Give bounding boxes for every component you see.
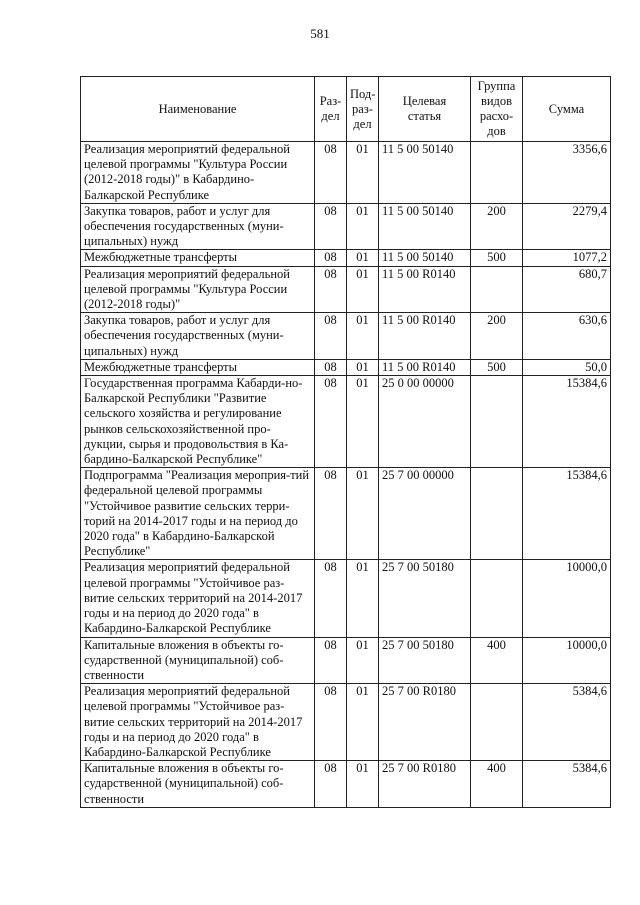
row-podrazdel: 01 [347,313,379,360]
table-row [81,359,611,375]
row-summa: 10000,0 [523,560,611,637]
table-header-row [81,77,611,142]
row-summa: 630,6 [523,313,611,360]
row-summa: 5384,6 [523,684,611,761]
row-summa: 15384,6 [523,376,611,468]
table-row [81,376,611,468]
row-summa: 1077,2 [523,250,611,266]
row-name: Реализация мероприятий федеральной целевой программы "Культура России (2012-2018 годы)" в Кабардино-Балкарской Республике [81,142,315,204]
header-summa: Сумма [523,77,611,142]
table-row [81,266,611,313]
row-razdel: 08 [315,142,347,204]
row-gruppa: 200 [471,313,523,360]
row-podrazdel: 01 [347,250,379,266]
row-celevaya-statya: 25 0 00 00000 [379,376,471,468]
row-gruppa [471,142,523,204]
row-name: Реализация мероприятий федеральной целевой программы "Культура России (2012-2018 годы)" [81,266,315,313]
header-podrazdel: Под- раз- дел [347,77,379,142]
table-row [81,761,611,808]
header-gruppa-vidov-rashodov: Группа видов расхо- дов [471,77,523,142]
budget-table [80,76,611,808]
row-name: Межбюджетные трансферты [81,359,315,375]
row-celevaya-statya: 25 7 00 50180 [379,637,471,684]
row-gruppa: 200 [471,203,523,250]
row-razdel: 08 [315,359,347,375]
table-row [81,468,611,560]
row-celevaya-statya: 25 7 00 50180 [379,560,471,637]
table-row [81,142,611,204]
row-podrazdel: 01 [347,376,379,468]
row-name: Капитальные вложения в объекты го-сударственной (муниципальной) соб-ственности [81,761,315,808]
table-row [81,203,611,250]
row-celevaya-statya: 11 5 00 50140 [379,142,471,204]
row-razdel: 08 [315,203,347,250]
row-summa: 10000,0 [523,637,611,684]
row-podrazdel: 01 [347,142,379,204]
row-summa: 50,0 [523,359,611,375]
row-razdel: 08 [315,637,347,684]
row-celevaya-statya: 25 7 00 00000 [379,468,471,560]
row-razdel: 08 [315,468,347,560]
row-podrazdel: 01 [347,203,379,250]
row-gruppa: 500 [471,250,523,266]
row-summa: 15384,6 [523,468,611,560]
row-gruppa [471,468,523,560]
row-name: Капитальные вложения в объекты го-сударственной (муниципальной) соб-ственности [81,637,315,684]
row-gruppa [471,376,523,468]
row-celevaya-statya: 25 7 00 R0180 [379,761,471,808]
header-razdel: Раз- дел [315,77,347,142]
row-celevaya-statya: 25 7 00 R0180 [379,684,471,761]
table-row [81,313,611,360]
row-razdel: 08 [315,761,347,808]
row-celevaya-statya: 11 5 00 R0140 [379,359,471,375]
row-name: Закупка товаров, работ и услуг для обеспечения государственных (муни-ципальных) нужд [81,203,315,250]
row-name: Закупка товаров, работ и услуг для обеспечения государственных (муни-ципальных) нужд [81,313,315,360]
page-number: 581 [310,26,330,41]
table-row [81,637,611,684]
row-podrazdel: 01 [347,468,379,560]
row-razdel: 08 [315,684,347,761]
row-podrazdel: 01 [347,637,379,684]
row-celevaya-statya: 11 5 00 R0140 [379,313,471,360]
row-name: Реализация мероприятий федеральной целевой программы "Устойчивое раз-витие сельских территорий на 2014-2017 годы и на период до 2020 года" в Кабардино-Балкарской Республике [81,560,315,637]
row-name: Межбюджетные трансферты [81,250,315,266]
table-row [81,560,611,637]
row-podrazdel: 01 [347,560,379,637]
row-razdel: 08 [315,376,347,468]
row-podrazdel: 01 [347,359,379,375]
row-summa: 2279,4 [523,203,611,250]
row-name: Государственная программа Кабарди-но-Балкарской Республики "Развитие сельского хозяйства и регулирование рынков сельскохозяйственной про-дукции, сырья и продовольствия в Ка-бардино-Балкарской Республике" [81,376,315,468]
table-row [81,684,611,761]
row-celevaya-statya: 11 5 00 R0140 [379,266,471,313]
row-gruppa: 400 [471,761,523,808]
row-celevaya-statya: 11 5 00 50140 [379,203,471,250]
row-razdel: 08 [315,266,347,313]
row-razdel: 08 [315,560,347,637]
row-podrazdel: 01 [347,761,379,808]
row-gruppa [471,684,523,761]
row-razdel: 08 [315,313,347,360]
table-row [81,250,611,266]
row-podrazdel: 01 [347,684,379,761]
row-gruppa: 500 [471,359,523,375]
row-celevaya-statya: 11 5 00 50140 [379,250,471,266]
row-summa: 5384,6 [523,761,611,808]
row-summa: 3356,6 [523,142,611,204]
row-podrazdel: 01 [347,266,379,313]
row-gruppa: 400 [471,637,523,684]
row-gruppa [471,266,523,313]
row-razdel: 08 [315,250,347,266]
header-celevaya-statya: Целевая статья [379,77,471,142]
row-name: Реализация мероприятий федеральной целевой программы "Устойчивое раз-витие сельских территорий на 2014-2017 годы и на период до 2020 года" в Кабардино-Балкарской Республике [81,684,315,761]
header-name: Наименование [81,77,315,142]
row-gruppa [471,560,523,637]
row-summa: 680,7 [523,266,611,313]
row-name: Подпрограмма "Реализация мероприя-тий федеральной целевой программы "Устойчивое развитие сельских терри-торий на 2014-2017 годы и на период до 2020 года" в Кабардино-Балкарской Республике" [81,468,315,560]
